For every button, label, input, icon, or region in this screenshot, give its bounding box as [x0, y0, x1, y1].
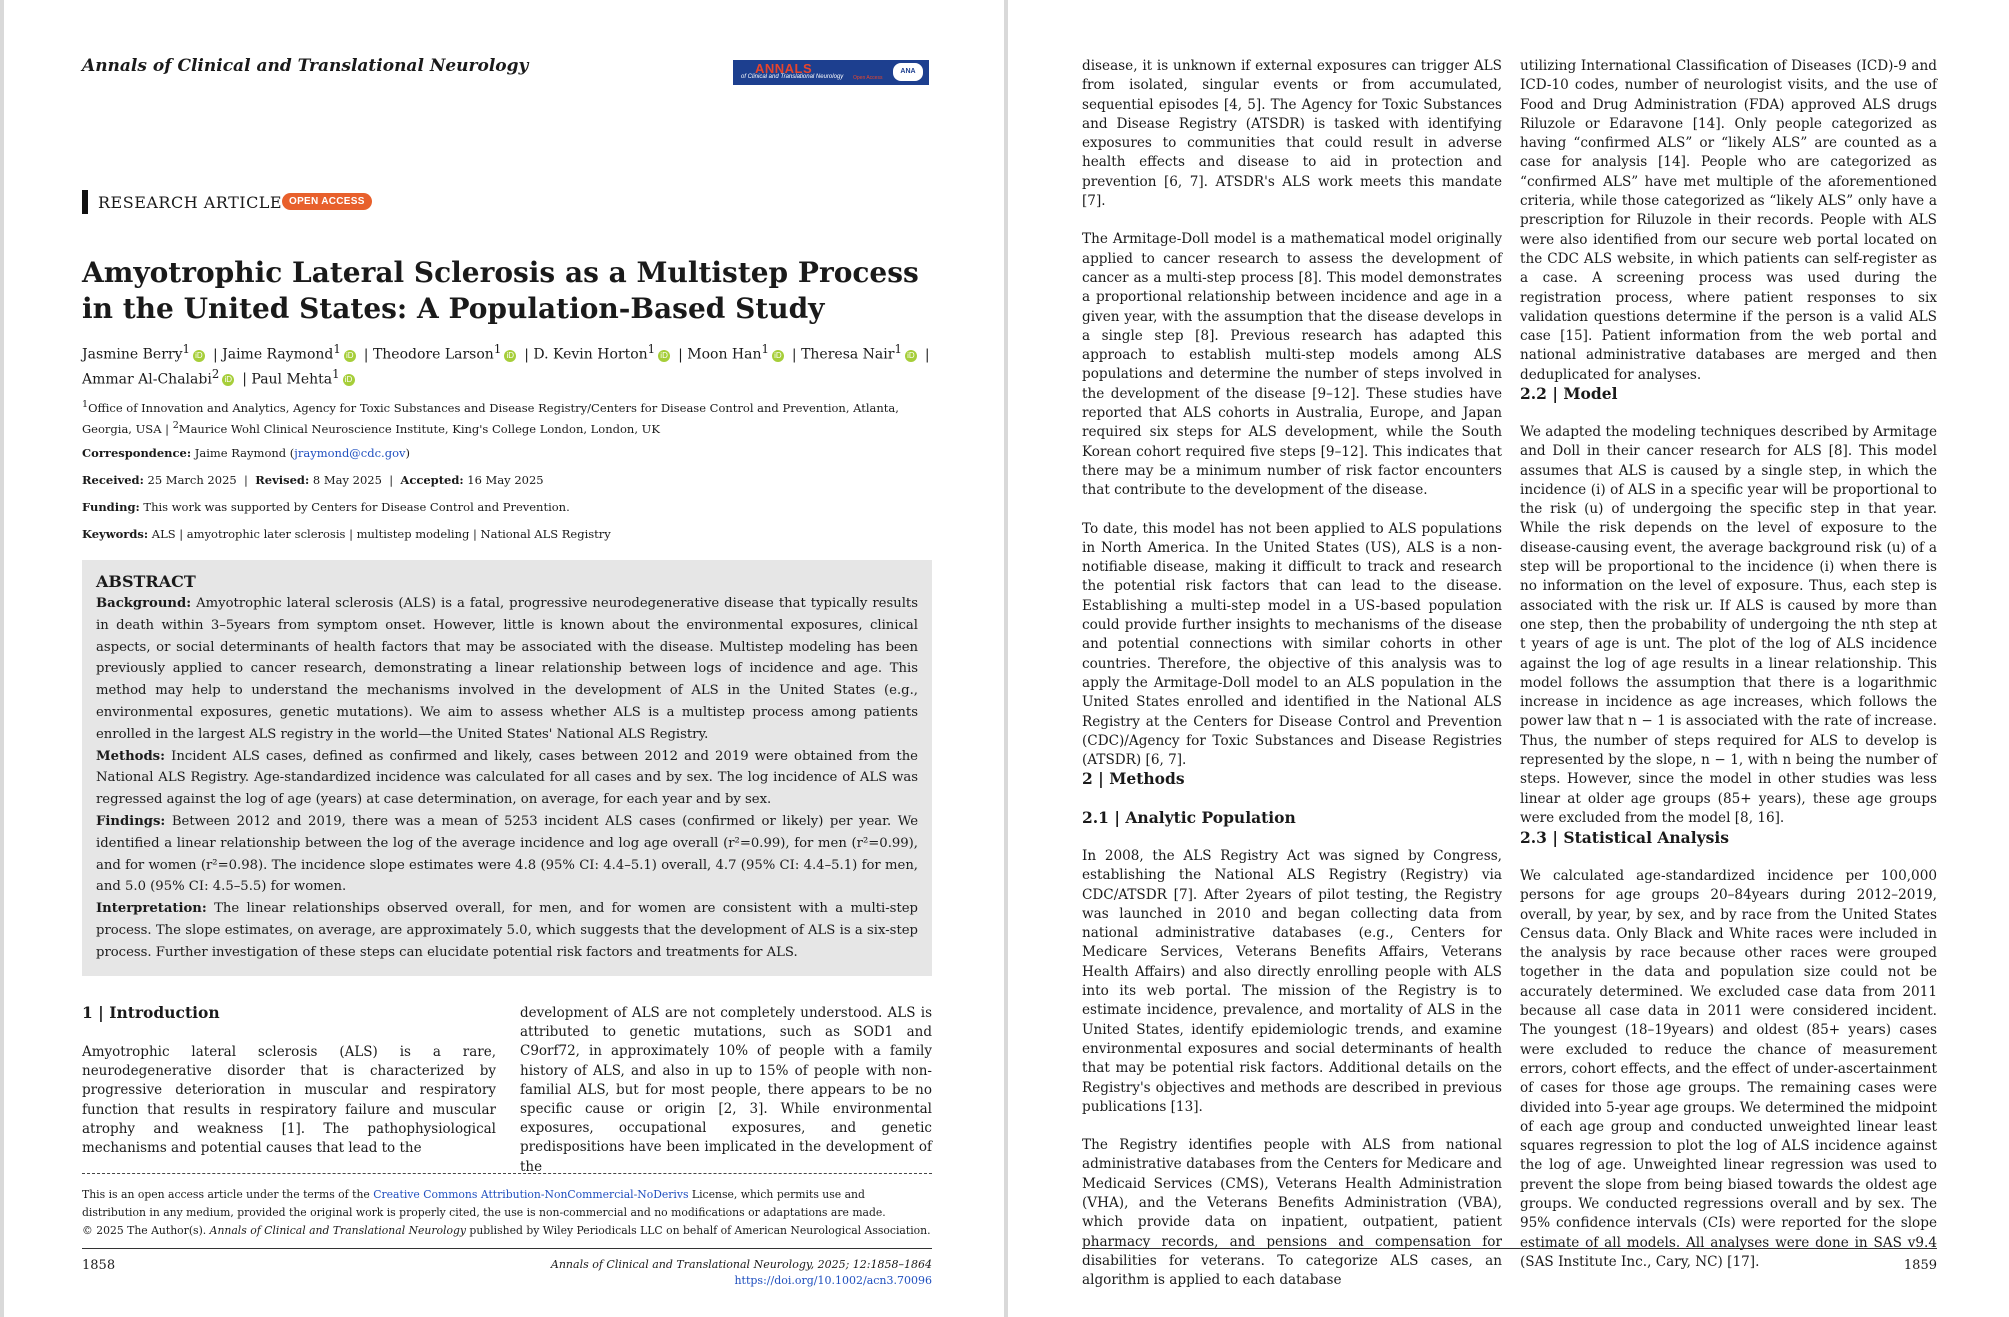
page-number: 1859 [1903, 1258, 1937, 1273]
methods-text: Incident ALS cases, defined as confirmed and likely, cases between 2012 and 2019 were obtained from the National ALS Registry. Age-standardized incidence was calculated for all cases and by sex. The log incidence of ALS was regressed against the log of age (years) at case determination, on average, for each year and by sex. [96, 748, 918, 808]
author-affil: 2 [211, 366, 220, 381]
license-text [82, 1186, 932, 1222]
logo-open-access: Open Access [853, 75, 883, 81]
page-right [1008, 0, 2009, 1317]
copyright-pre: © 2025 The Author(s). [82, 1224, 210, 1237]
statistical-analysis-heading: 2.3 | Statistical Analysis [1520, 828, 1729, 847]
orcid-icon[interactable]: iD [344, 350, 356, 362]
background-text: Amyotrophic lateral sclerosis (ALS) is a fatal, progressive neurodegenerative disease that typically results in death within 3–5years from symptom onset. However, little is known about the environmental exposures, clinical aspects, or social determinants of health factors that may be associated with the disease. Multistep modeling has been previously applied to cancer research, demonstrating a linear relationship between logs of incidence and age. This method may help to understand the mechanisms involved in the development of ALS in the United States (e.g., environmental exposures, genetic mutations). We aim to assess whether ALS is a multistep process among patients enrolled in the largest ALS registry in the world—the United States' National ALS Registry. [96, 596, 918, 742]
body-paragraph: The Armitage-Doll model is a mathematical model originally applied to cancer research to assess the development of cancer as a multi-step process [8]. This model demonstrates a proportional relationship between incidence and age in a given year, with the assumption that the disease develops in a single step [8]. Previous research has adapted this approach to establish multi-step models among ALS populations and determine the number of steps involved in the development of the disease [9–12]. These studies have reported that ALS cohorts in Australia, Europe, and Japan required six steps for ALS development, while the South Korean cohort required five steps [9–12]. This indicates that there may be a minimum number of risk factor encounters that contribute to the development of the disease. [1082, 231, 1502, 499]
intro-column-2 [520, 1004, 932, 1177]
author-separator: | [524, 346, 529, 363]
abstract-findings [96, 811, 918, 898]
intro-column-1 [82, 1043, 496, 1158]
right-column-2-model [1520, 423, 1937, 828]
body-paragraph: The Registry identifies people with ALS from national administrative databases from the Centers for Medicare and Medicaid Services (CMS), Veterans Health Administration (VHA), and the Veterans Benefits Administration (VBA), which provide data on inpatient, outpatient, patient pharmacy records, and pensions and compensation for disabilities for veterans. To categorize ALS cases, an algorithm is applied to each database [1082, 1137, 1502, 1289]
citation-line: Annals of Clinical and Translational Neurology, 2025; 12:1858–1864 [550, 1258, 932, 1271]
footnote-divider [82, 1173, 932, 1174]
correspondence-name: Jaime Raymond [194, 446, 287, 460]
author-name[interactable]: Ammar Al-Chalabi [82, 371, 212, 388]
body-paragraph: We calculated age-standardized incidence per 100,000 persons for age groups 20–84years during 2012–2019, overall, by year, by sex, and by race from the United States Census data. Only Black and White races were included in the analysis by race because other races were grouped together in the data and population size could not be accurately determined. We excluded case data from 2011 because all case data in 2011 were considered incident. The youngest (18–19years) and oldest (85+ years) cases were excluded to reduce the chance of measurement errors, cohort effects, and the effect of under-ascertainment of cases for those age groups. The remaining cases were divided into 5-year age groups. We determined the midpoint of each age group and conducted unweighted linear least squares regression to plot the log of ALS incidence against the log of age. Unweighted linear regression was used to prevent the slope from being biased towards the oldest age groups. We conducted regressions overall and by sex. The 95% confidence intervals (CIs) were reported for the slope estimate of all models. All analyses were done in SAS v9.4 (SAS Institute Inc., Cary, NC) [17]. [1520, 868, 1937, 1270]
model-heading: 2.2 | Model [1520, 384, 1618, 403]
affiliation-1: Office of Innovation and Analytics, Agency for Toxic Substances and Disease Registry/Centers for Disease Control and Prevention, Atlanta, Georgia, USA [82, 400, 899, 436]
affiliations: $^1$Office of Innovation and Analytics, Agency for Toxic Substances and Disease Registry/Centers for Disease Control and Prevention, Atlanta, Georgia, USA | $^2$Maurice Wohl Clinical Neuroscience Institute, King's College London, London, UK [82, 399, 899, 436]
body-paragraph: In 2008, the ALS Registry Act was signed by Congress, establishing the National ALS Registry (Registry) via CDC/ATSDR [7]. After 2years of pilot testing, the Registry was launched in 2010 and began collecting data from national administrative databases (e.g., Centers for Medicare Services, Veterans Benefits Affairs, Veterans Health Affairs) and also directly enrolling people with ALS into its web portal. The mission of the Registry is to estimate incidence, prevalence, and mortality of ALS in the United States, identify epidemiologic trends, and examine environmental exposures and social determinants of health that may be potential risk factors. Additional details on the Registry's objectives and methods are described in previous publications [13]. [1082, 848, 1502, 1115]
author-affil: 1 [333, 342, 341, 356]
background-label: Background: [96, 596, 192, 611]
copyright-journal: Annals of Clinical and Translational Neurology [209, 1224, 466, 1237]
abstract-interpretation [96, 898, 918, 963]
body-paragraph: utilizing International Classification of Diseases (ICD)-9 and ICD-10 codes, number of neurologist visits, and the use of Food and Drug Administration (FDA) approved ALS drugs Riluzole or Edaravone [14]. Only people categorized as having “confirmed ALS” or “likely ALS” are counted as a case for analysis [14]. People who are categorized as “confirmed ALS” have met multiple of the aforementioned criteria, while those categorized as “likely ALS” only have a prescription for Riluzole in their records. People with ALS were also identified from our secure web portal located on the CDC ALS website, in which patients can self-register as a case. A screening process was used during the registration process, where patient responses to six validation questions determine if the person is a valid ALS case [15]. Patient information from the web portal and national administrative databases are merged and then deduplicated for analyses. [1520, 58, 1937, 383]
author-name[interactable]: Paul Mehta [251, 371, 333, 388]
keywords-line [82, 527, 942, 541]
author-list [82, 340, 942, 389]
right-column-2 [1520, 57, 1937, 385]
orcid-icon[interactable]: iD [343, 374, 355, 386]
correspondence-label: Correspondence: [82, 446, 192, 460]
page-number: 1858 [82, 1258, 116, 1273]
correspondence-email-link[interactable]: jraymond@cdc.gov [294, 446, 406, 460]
orcid-icon[interactable]: iD [658, 350, 670, 362]
body-paragraph: To date, this model has not been applied to ALS populations in North America. In the United States (US), ALS is a non-notifiable disease, making it difficult to track and research the potential risk factors that can lead to the disease. Establishing a multi-step model in a US-based population could provide further insights to mechanisms of the disease and potential connections with similar cohorts in other countries. Therefore, the objective of this analysis was to apply the Armitage-Doll model to an ALS population in the United States enrolled and identified in the National ALS Registry at the Centers for Disease Control and Prevention (CDC)/Agency for Toxic Substances and Disease Registries (ATSDR) [6, 7]. [1082, 520, 1502, 769]
revised-label: Revised: [255, 473, 310, 487]
right-column-1 [1082, 57, 1502, 770]
accepted-label: Accepted: [400, 473, 464, 487]
author-name[interactable]: Theodore Larson [372, 346, 494, 363]
funding-label: Funding: [82, 500, 140, 514]
right-column-2-stats [1520, 867, 1937, 1272]
intro-heading: 1 | Introduction [82, 1003, 220, 1022]
article-type-bar [82, 190, 88, 214]
analytic-population-heading: 2.1 | Analytic Population [1082, 808, 1296, 827]
author-name[interactable]: Jasmine Berry [82, 346, 183, 363]
page-left [4, 0, 1004, 1317]
license-pre: This is an open access article under the terms of the [82, 1188, 374, 1201]
author-separator: | [212, 346, 218, 363]
dates-line: Received: 25 March 2025 | Revised: 8 May 2025 | Accepted: 16 May 2025 [82, 473, 544, 487]
author-separator: | [791, 346, 797, 363]
funding-text: This work was supported by Centers for Disease Control and Prevention. [143, 500, 570, 514]
interpretation-label: Interpretation: [96, 901, 207, 917]
interpretation-text: The linear relationships observed overall, for men, and for women are consistent with a multi-step process. The slope estimates, on average, are approximately 5.0, which suggests that the development of ALS is a six-step process. Further investigation of these steps can elucidate potential risk factors and treatments for ALS. [96, 901, 918, 960]
author-separator: | [924, 346, 930, 363]
doi-link[interactable]: https://doi.org/10.1002/acn3.70096 [734, 1274, 932, 1287]
intro-paragraph: development of ALS are not completely understood. ALS is attributed to genetic mutations, such as SOD1 and C9orf72, in approximately 10% of people with a family history of ALS, and also in up to 15% of people with non-familial ALS, but for most people, there appears to be no specific cause or origin [2, 3]. While environmental exposures, occupational exposures, and genetic predispositions have been implicated in the development of the [520, 1005, 932, 1175]
accepted-date: 16 May 2025 [467, 473, 544, 487]
ana-logo-icon: ANA [893, 63, 923, 81]
author-separator: | [678, 346, 683, 363]
affiliation-2: Maurice Wohl Clinical Neuroscience Institute, King's College London, London, UK [178, 421, 660, 436]
orcid-icon[interactable]: iD [222, 374, 234, 386]
logo-name: ANNALS [755, 61, 813, 76]
copyright-post: published by Wiley Periodicals LLC on behalf of American Neurological Association. [466, 1224, 931, 1237]
orcid-icon[interactable]: iD [905, 350, 917, 362]
author-separator: | [363, 346, 369, 363]
author-name[interactable]: Jaime Raymond [222, 346, 334, 363]
footer-divider [82, 1248, 932, 1249]
right-column-1-methods [1082, 847, 1502, 1291]
author-affil: 1 [332, 366, 340, 381]
license-post: License, which permits use and distribution in any medium, provided the original work is properly cited, the use is non-commercial and no modifications or adaptations are made. [82, 1188, 886, 1219]
orcid-icon[interactable]: iD [504, 350, 516, 362]
license-link[interactable]: Creative Commons Attribution-NonCommercial-NoDerivs [373, 1188, 689, 1201]
abstract-box [82, 560, 932, 976]
journal-title: Annals of Clinical and Translational Neurology [82, 56, 529, 76]
abstract-background [96, 593, 918, 746]
logo-subtitle: of Clinical and Translational Neurology [741, 74, 844, 80]
article-title: Amyotrophic Lateral Sclerosis as a Multistep Process in the United States: A Population-Based Study [82, 256, 919, 325]
author-affil: 1 [761, 342, 769, 356]
journal-logo [733, 60, 929, 85]
body-paragraph: We adapted the modeling techniques described by Armitage and Doll in their cancer research for ALS [8]. This model assumes that ALS is caused by a single step, in which the incidence (i) of ALS in a specific year will be proportional to the risk (u) of undergoing the specific step in that year. While the risk depends on the level of exposure to the disease-causing event, the average background risk (u) of a step will be proportional to the incidence (i) when there is no information on the level of exposure. Thus, each step is associated with the risk ur. If ALS is caused by more than one step, then the probability of undergoing the nth step at t years of age is unt. The plot of the log of ALS incidence against the log of age results in a linear relationship. This model follows the assumption that there is a logarithmic increase in incidence as age increases, which follows the power law that n − 1 is associated with the rate of increase. Thus, the number of steps required for ALS to develop is represented by the slope, n − 1, with n being the number of steps. However, since the model in other studies was less linear at older age groups (85+ years), these age groups were excluded from the model [8, 16]. [1520, 424, 1937, 826]
revised-date: 8 May 2025 [312, 473, 382, 487]
methods-label: Methods: [96, 748, 165, 764]
author-name[interactable]: Moon Han [687, 346, 762, 363]
abstract-heading: ABSTRACT [96, 572, 196, 591]
copyright-text [82, 1224, 932, 1237]
author-affil: 1 [182, 342, 190, 356]
methods-heading: 2 | Methods [1082, 769, 1185, 788]
orcid-icon[interactable]: iD [772, 350, 784, 362]
author-separator: | [242, 371, 247, 388]
received-date: 25 March 2025 [147, 473, 237, 487]
orcid-icon[interactable]: iD [193, 350, 205, 362]
open-access-badge: OPEN ACCESS [282, 193, 372, 210]
footer-divider [1082, 1248, 1937, 1249]
author-name[interactable]: Theresa Nair [801, 346, 895, 363]
body-paragraph: disease, it is unknown if external exposures can trigger ALS from isolated, singular events or from accumulated, sequential episodes [4, 5]. The Agency for Toxic Substances and Disease Registry (ATSDR) is tasked with identifying exposures to communities that could result in adverse health effects and disease to aid in protection and prevention [6, 7]. ATSDR's ALS work meets this mandate [7]. [1082, 58, 1502, 210]
funding-line [82, 500, 942, 514]
author-affil: 1 [894, 342, 902, 356]
author-name[interactable]: D. Kevin Horton [533, 346, 648, 363]
author-affil: 1 [493, 342, 502, 356]
findings-text: Between 2012 and 2019, there was a mean of 5253 incident ALS cases (confirmed or likely) per year. We identified a linear relationship between the log of the average incidence and log age overall (r²=0.99), for men (r²=0.99), and for women (r²=0.98). The incidence slope estimates were 4.8 (95% CI: 4.4–5.1) overall, 4.7 (95% CI: 4.4–5.1) for men, and 5.0 (95% CI: 4.5–5.5) for women. [96, 813, 918, 895]
author-affil: 1 [647, 342, 656, 356]
article-type: RESEARCH ARTICLE [98, 193, 283, 212]
received-label: Received: [82, 473, 144, 487]
keywords-label: Keywords: [82, 527, 149, 541]
intro-paragraph: Amyotrophic lateral sclerosis (ALS) is a rare, neurodegenerative disorder that is characterized by progressive deterioration in muscular and respiratory function that results in respiratory failure and muscular atrophy and weakness [1]. The pathophysiological mechanisms and potential causes that lead to the [82, 1044, 496, 1157]
findings-label: Findings: [96, 813, 166, 829]
abstract-methods [96, 746, 918, 811]
correspondence-line: Correspondence: Jaime Raymond (jraymond@cdc.gov) [82, 446, 410, 460]
keywords-text: ALS | amyotrophic later sclerosis | multistep modeling | National ALS Registry [151, 527, 611, 541]
affiliation-separator: | [161, 421, 173, 436]
